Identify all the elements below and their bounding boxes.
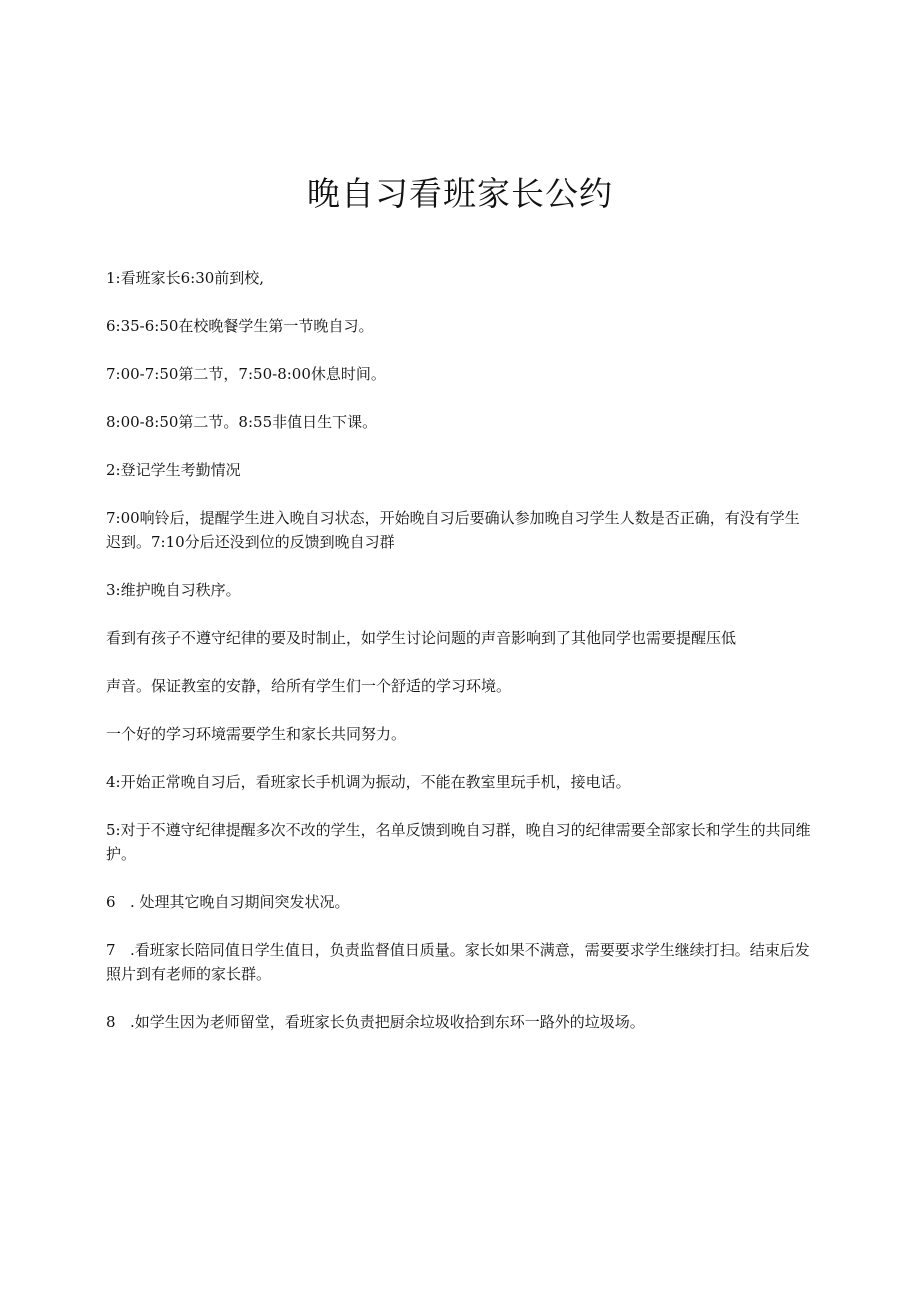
paragraph-5: 2:登记学生考勤情况 bbox=[106, 461, 241, 479]
item-number: 6 bbox=[106, 893, 116, 911]
item-number: 8 bbox=[106, 1013, 116, 1031]
paragraph-3: 7:00-7:50第二节，7:50-8:00休息时间。 bbox=[106, 365, 386, 383]
document-body bbox=[106, 266, 812, 1058]
document-title: 晚自习看班家长公约 bbox=[307, 174, 613, 213]
numbered-item-8 bbox=[106, 1010, 812, 1034]
numbered-item-6 bbox=[106, 890, 812, 914]
item-text: . 处理其它晚自习期间突发状况。 bbox=[130, 893, 350, 911]
paragraph-9: 声音。保证教室的安静，给所有学生们一个舒适的学习环境。 bbox=[106, 677, 512, 695]
paragraph-6: 7:00响铃后，提醒学生进入晚自习状态，开始晚自习后要确认参加晚自习学生人数是否正确，有没有学生迟到。7:10分后还没到位的反馈到晚自习群 bbox=[106, 509, 800, 551]
item-number: 7 bbox=[106, 941, 116, 959]
paragraph-2: 6:35-6:50在校晚餐学生第一节晚自习。 bbox=[106, 317, 374, 335]
paragraph-1: 1:看班家长6:30前到校, bbox=[106, 269, 265, 287]
paragraph-7: 3:维护晚自习秩序。 bbox=[106, 581, 241, 599]
paragraph-11: 4:开始正常晚自习后，看班家长手机调为振动，不能在教室里玩手机，接电话。 bbox=[106, 773, 631, 791]
paragraph-8: 看到有孩子不遵守纪律的要及时制止，如学生讨论问题的声音影响到了其他同学也需要提醒压低 bbox=[106, 629, 737, 647]
paragraph-4: 8:00-8:50第二节。8:55非值日生下课。 bbox=[106, 413, 378, 431]
item-text: .如学生因为老师留堂，看班家长负责把厨余垃圾收拾到东环一路外的垃圾场。 bbox=[130, 1013, 645, 1031]
numbered-item-7 bbox=[106, 938, 812, 986]
item-text: .看班家长陪同值日学生值日，负责监督值日质量。家长如果不满意，需要要求学生继续打扫。结束后发照片到有老师的家长群。 bbox=[106, 941, 810, 983]
paragraph-10: 一个好的学习环境需要学生和家长共同努力。 bbox=[106, 725, 407, 743]
paragraph-12: 5:对于不遵守纪律提醒多次不改的学生，名单反馈到晚自习群，晚自习的纪律需要全部家长和学生的共同维护。 bbox=[106, 821, 811, 863]
